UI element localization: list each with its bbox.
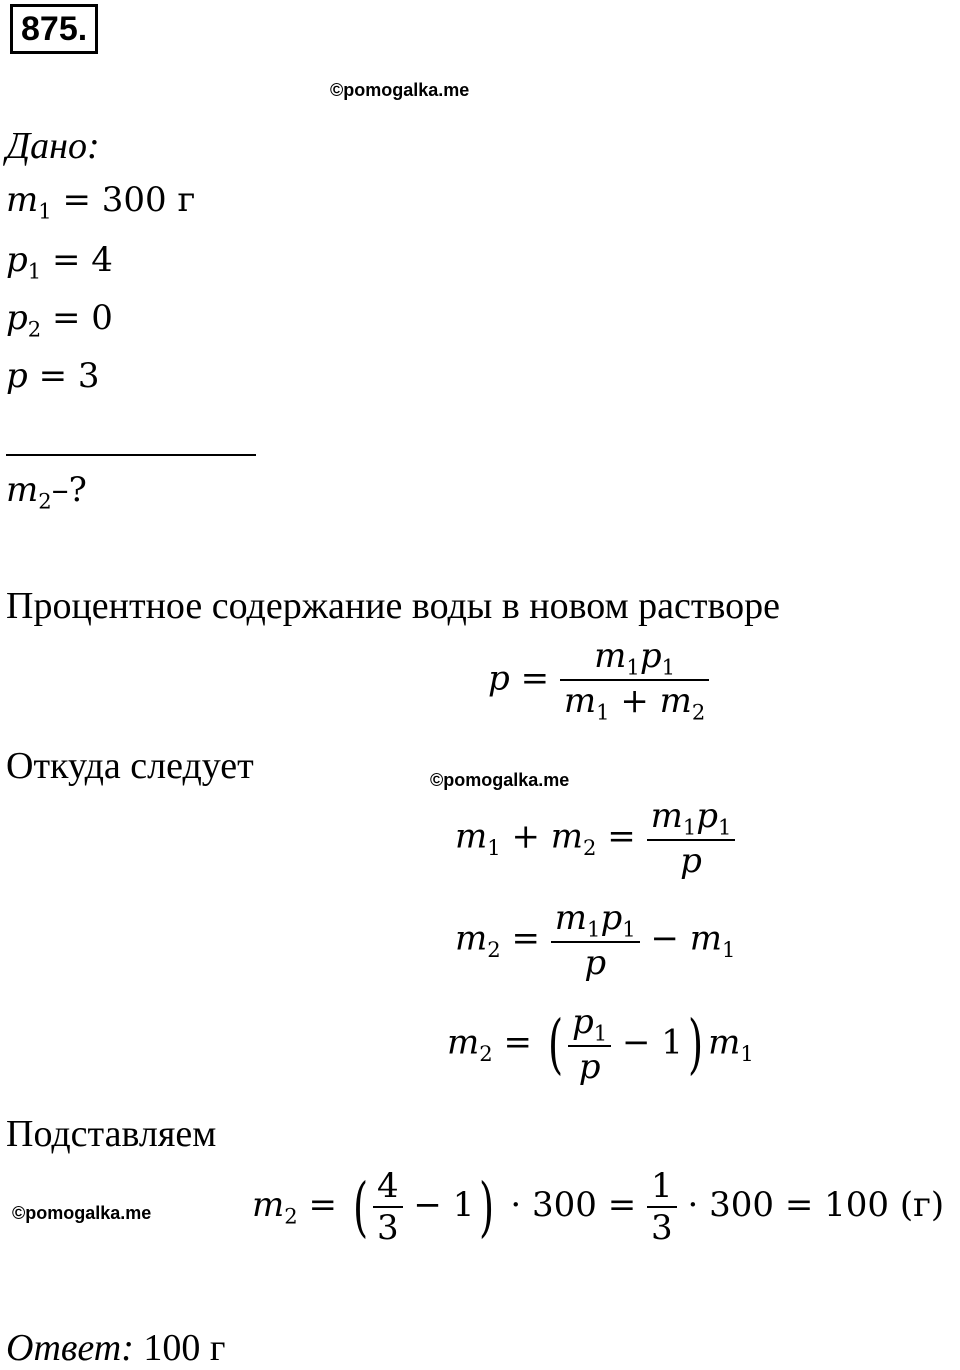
follows-text: Откуда следует — [6, 745, 254, 787]
answer — [6, 1326, 225, 1370]
formula-calculation: $m_2$ = ( $\frac{4}{3}$ − 1) · 300 = $\frac{1}{3}$ · 300 = 100 (г) — [252, 1166, 945, 1248]
substitute-text: Подставляем — [6, 1113, 217, 1155]
problem-number: 875. — [10, 4, 98, 54]
formula-m2-factored: $m_2$ = ( $\frac{p_1}{p}$ − 1) $m_1$ — [447, 1002, 754, 1088]
formula-concentration: p = $\frac{m_1p_1}{m_1 + m_2}$ — [488, 636, 709, 725]
given-title: Дано: — [6, 125, 100, 167]
given-p: p = 3 — [6, 356, 100, 396]
given-p1: $p_1 = 4$ — [6, 240, 113, 284]
given-m1: $m_1 = 300$ г — [6, 180, 196, 224]
intro-text: Процентное содержание воды в новом растворе — [6, 585, 781, 627]
answer-label: Ответ: — [6, 1327, 134, 1369]
answer-value: 100 г — [143, 1327, 226, 1369]
formula-m2: $m_2$ = $\frac{m_1p_1}{p}$ − $m_1$ — [455, 898, 736, 984]
unknown-m2: $m_2-$? — [6, 470, 87, 514]
watermark-bottom: ©pomogalka.me — [12, 1203, 152, 1223]
given-p2: $p_2 = 0$ — [6, 298, 113, 342]
watermark-middle: ©pomogalka.me — [430, 770, 570, 790]
formula-sum: $m_1 + m_2$ = $\frac{m_1p_1}{p}$ — [455, 796, 735, 881]
watermark-top: ©pomogalka.me — [330, 80, 470, 100]
divider-line — [6, 454, 256, 456]
